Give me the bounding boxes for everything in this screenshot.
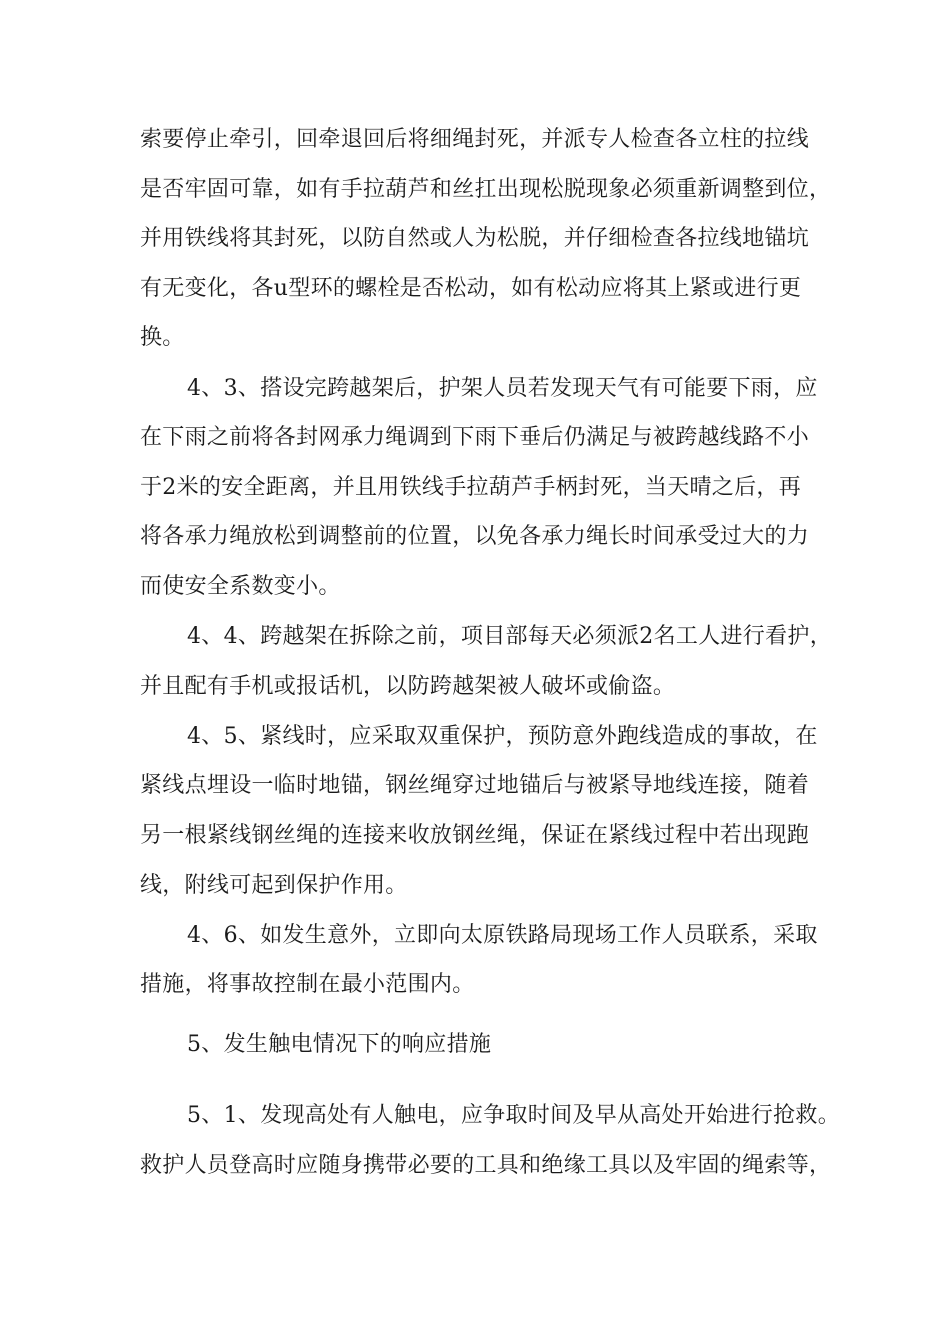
text-line: 并且配有手机或报话机，以防跨越架被人破坏或偷盗。 — [140, 674, 676, 699]
text-line: 4、3、搭设完跨越架后，护架人员若发现天气有可能要下雨，应 — [187, 376, 818, 401]
text-line: 4、5、紧线时，应采取双重保护，预防意外跑线造成的事故，在 — [187, 724, 818, 749]
text-line: 措施，将事故控制在最小范围内。 — [140, 972, 475, 997]
text-line: 5、发生触电情况下的响应措施 — [187, 1032, 492, 1057]
text-line: 另一根紧线钢丝绳的连接来收放钢丝绳，保证在紧线过程中若出现跑 — [140, 823, 810, 848]
text-line: 而使安全系数变小。 — [140, 574, 341, 599]
text-line: 索要停止牵引，回牵退回后将细绳封死，并派专人检查各立柱的拉线 — [140, 127, 810, 152]
text-line: 换。 — [140, 325, 185, 350]
text-line: 于2米的安全距离，并且用铁线手拉葫芦手柄封死，当天晴之后，再 — [140, 475, 801, 500]
text-line: 紧线点埋设一临时地锚，钢丝绳穿过地锚后与被紧导地线连接，随着 — [140, 773, 810, 798]
text-line: 5、1、发现高处有人触电，应争取时间及早从高处开始进行抢救。 — [187, 1103, 840, 1128]
text-line: 是否牢固可靠，如有手拉葫芦和丝扛出现松脱现象必须重新调整到位， — [140, 177, 832, 202]
text-line: 并用铁线将其封死，以防自然或人为松脱，并仔细检查各拉线地锚坑 — [140, 226, 810, 251]
text-line: 线，附线可起到保护作用。 — [140, 873, 408, 898]
text-line: 在下雨之前将各封网承力绳调到下雨下垂后仍满足与被跨越线路不小 — [140, 425, 810, 450]
text-line: 4、6、如发生意外，立即向太原铁路局现场工作人员联系，采取 — [187, 923, 818, 948]
text-line: 将各承力绳放松到调整前的位置，以免各承力绳长时间承受过大的力 — [140, 524, 810, 549]
text-line: 有无变化，各u型环的螺栓是否松动，如有松动应将其上紧或进行更 — [140, 276, 802, 301]
text-line: 救护人员登高时应随身携带必要的工具和绝缘工具以及牢固的绳索等， — [140, 1153, 832, 1178]
text-line: 4、4、跨越架在拆除之前，项目部每天必须派2名工人进行看护， — [187, 624, 832, 649]
